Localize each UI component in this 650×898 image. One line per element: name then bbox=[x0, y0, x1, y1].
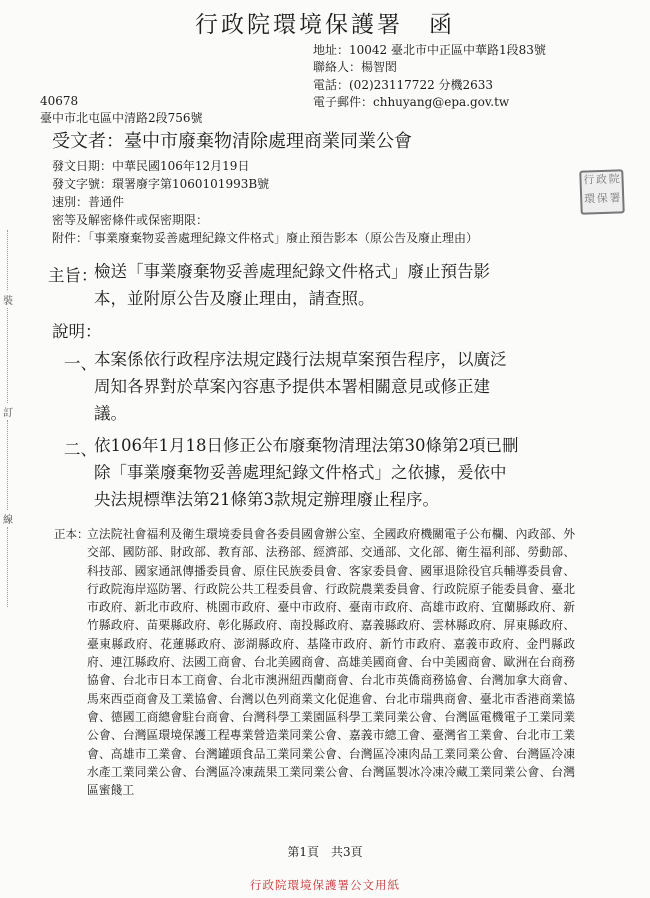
explanation-item-text bbox=[94, 432, 609, 513]
subject-line: 本，並附原公告及廢止理由，請查照。 bbox=[94, 289, 375, 308]
page-number: 第1頁 共3頁 bbox=[287, 845, 363, 859]
issue-date: 發文日期：中華民國106年12月19日 bbox=[52, 159, 250, 173]
delivery-speed: 速別：普通件 bbox=[52, 195, 125, 209]
document-title: 行政院環境保護署 函 bbox=[195, 12, 455, 38]
binding-line bbox=[7, 527, 8, 607]
sender-address: 地址：10042 臺北市中正區中華路1段83號 bbox=[313, 43, 546, 57]
official-seal-stamp: 行 政 院 環 保 署 bbox=[579, 169, 625, 215]
sender-phone: 電話：(02)23117722 分機2633 bbox=[313, 78, 494, 92]
binding-mark: 線 bbox=[3, 515, 13, 526]
binding-line bbox=[7, 230, 8, 290]
explanation-line: 央法規標準法第21條第3款規定辦理廢止程序。 bbox=[94, 490, 439, 509]
receiver-zip: 40678 bbox=[40, 94, 79, 108]
explanation-label: 說明： bbox=[52, 322, 102, 341]
binding-mark: 訂 bbox=[3, 408, 13, 419]
receiver-address: 臺中市北屯區中清路2段756號 bbox=[40, 111, 203, 125]
recipient: 受文者：臺中市廢棄物清除處理商業同業公會 bbox=[52, 131, 412, 152]
sender-email: 電子郵件：chhuyang@epa.gov.tw bbox=[313, 95, 510, 109]
binding-line bbox=[7, 308, 8, 403]
cc-label: 正本： bbox=[54, 527, 89, 541]
binding-line bbox=[7, 420, 8, 510]
explanation-item-number: 二、 bbox=[64, 440, 97, 459]
subject-text bbox=[94, 258, 614, 312]
subject-line: 檢送「事業廢棄物妥善處理紀錄文件格式」廢止預告影 bbox=[94, 262, 490, 281]
explanation-line: 依106年1月18日修正公布廢棄物清理法第30條第2項已刪 bbox=[94, 436, 519, 455]
security-classification: 密等及解密條件或保密期限： bbox=[52, 213, 209, 227]
subject-label: 主旨： bbox=[48, 266, 98, 285]
explanation-line: 議。 bbox=[94, 404, 127, 423]
document-number: 發文字號：環署廢字第1060101993B號 bbox=[52, 177, 270, 191]
cc-recipients: 立法院社會福利及衛生環境委員會各委員國會辦公室、全國政府機關電子公布欄、內政部、外交部、國防部、財政部、教育部、法務部、經濟部、交通部、文化部、衛生福利部、勞動部、科技部、國家通訊傳播委員會、原住民族委員會、客家委員會、國軍退除役官兵輔導委員會、行政院海岸巡防署、行政院公共工程委員會、行政院農業委員會、行政院原子能委員會、臺北市政府、新北市政府、桃園市政府、臺中市政府、臺南市政府、高雄市政府、宜蘭縣政府、新竹縣政府、苗栗縣政府、彰化縣政府、南投縣政府、嘉義縣政府、雲林縣政府、屏東縣政府、臺東縣政府、花蓮縣政府、澎湖縣政府、基隆市政府、新竹市政府、嘉義市政府、金門縣政府、連江縣政府、法國工商會、台北美國商會、高雄美國商會、台中美國商會、歐洲在台商務協會、台北市日本工商會、台北市澳洲紐西蘭商會、台北市英僑商務協會、台灣加拿大商會、馬來西亞商會及工業協會、台灣以色列商業文化促進會、台北市瑞典商會、臺北市香港商業協會、德國工商總會駐台商會、台灣科學工業園區科學工業同業公會、台灣區電機電子工業同業公會、台灣區環境保護工程專業營造業同業公會、嘉義市總工會、臺灣省工業會、台北市工業會、高雄市工業會、台灣罐頭食品工業同業公會、台灣區冷凍肉品工業同業公會、台灣區冷凍水產工業同業公會、台灣區冷凍蔬果工業同業公會、台灣區製冰冷凍冷藏工業同業公會、台灣區蜜餞工 bbox=[87, 527, 575, 798]
attachment: 附件：「事業廢棄物妥善處理紀錄文件格式」廢止預告影本（原公告及廢止理由） bbox=[52, 231, 479, 245]
explanation-line: 本案係依行政程序法規定踐行法規草案預告程序，以廣泛 bbox=[94, 350, 507, 369]
binding-mark: 裝 bbox=[3, 296, 13, 307]
explanation-line: 除「事業廢棄物妥善處理紀錄文件格式」之依據，爰依中 bbox=[94, 463, 507, 482]
explanation-item-text bbox=[94, 346, 609, 427]
explanation-item-number: 一、 bbox=[64, 354, 97, 373]
footer-letterhead: 行政院環境保護署公文用紙 bbox=[250, 878, 400, 892]
explanation-line: 周知各界對於草案內容惠予提供本署相關意見或修正建 bbox=[94, 377, 490, 396]
sender-contact: 聯絡人：楊智閎 bbox=[313, 60, 398, 74]
